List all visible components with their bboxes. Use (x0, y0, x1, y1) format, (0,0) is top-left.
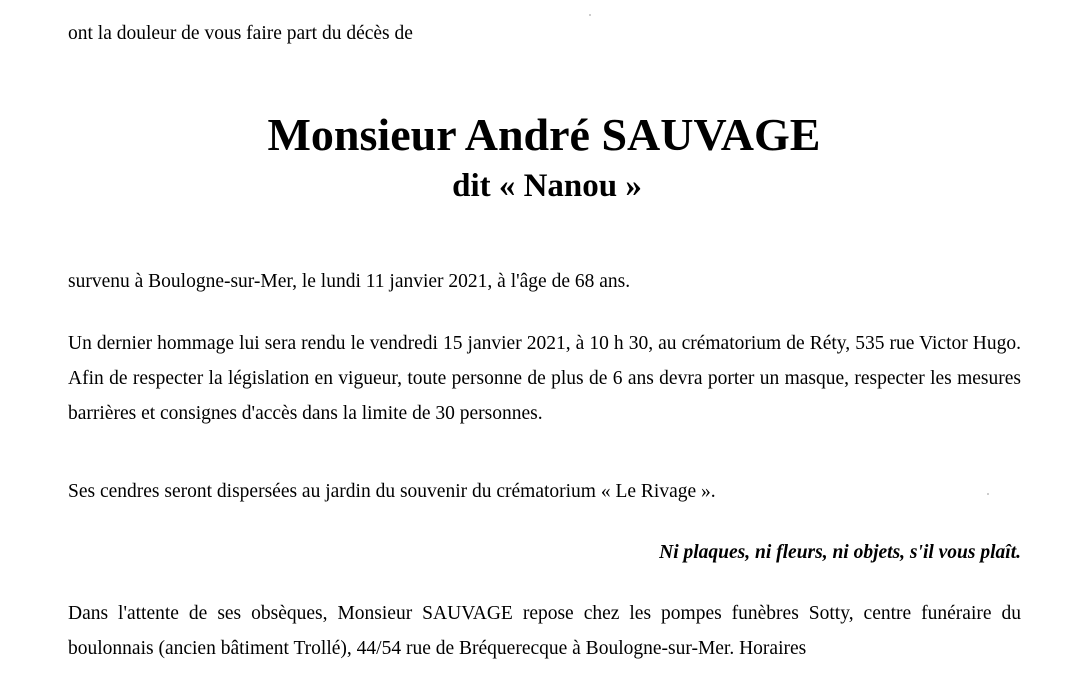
deceased-name: Monsieur André SAUVAGE (267, 109, 821, 160)
death-announcement: survenu à Boulogne-sur-Mer, le lundi 11 janvier 2021, à l'âge de 68 ans. (68, 271, 631, 292)
tribute-paragraph: Un dernier hommage lui sera rendu le vendredi 15 janvier 2021, à 10 h 30, au crématorium de Réty, 535 rue Victor Hugo. Afin de respecter la législation en vigueur, toute personne de plus de 6 ans devra porter un masque, respecter les mesures barrières et consignes d'accès dans la limite de 30 personnes. (68, 333, 1021, 424)
scan-speck (987, 493, 989, 495)
ashes-paragraph: Ses cendres seront dispersées au jardin du souvenir du crématorium « Le Rivage ». (68, 481, 716, 502)
intro-line: ont la douleur de vous faire part du décès de (68, 23, 413, 44)
no-flowers-notice: Ni plaques, ni fleurs, ni objets, s'il vous plaît. (659, 542, 1021, 563)
deceased-nickname: dit « Nanou » (452, 168, 642, 204)
scan-speck (589, 14, 591, 16)
rest-paragraph: Dans l'attente de ses obsèques, Monsieur SAUVAGE repose chez les pompes funèbres Sotty, centre funéraire du boulonnais (ancien bâtiment Trollé), 44/54 rue de Bréquerecque à Boulogne-sur-Mer. Horaires (68, 603, 1021, 659)
